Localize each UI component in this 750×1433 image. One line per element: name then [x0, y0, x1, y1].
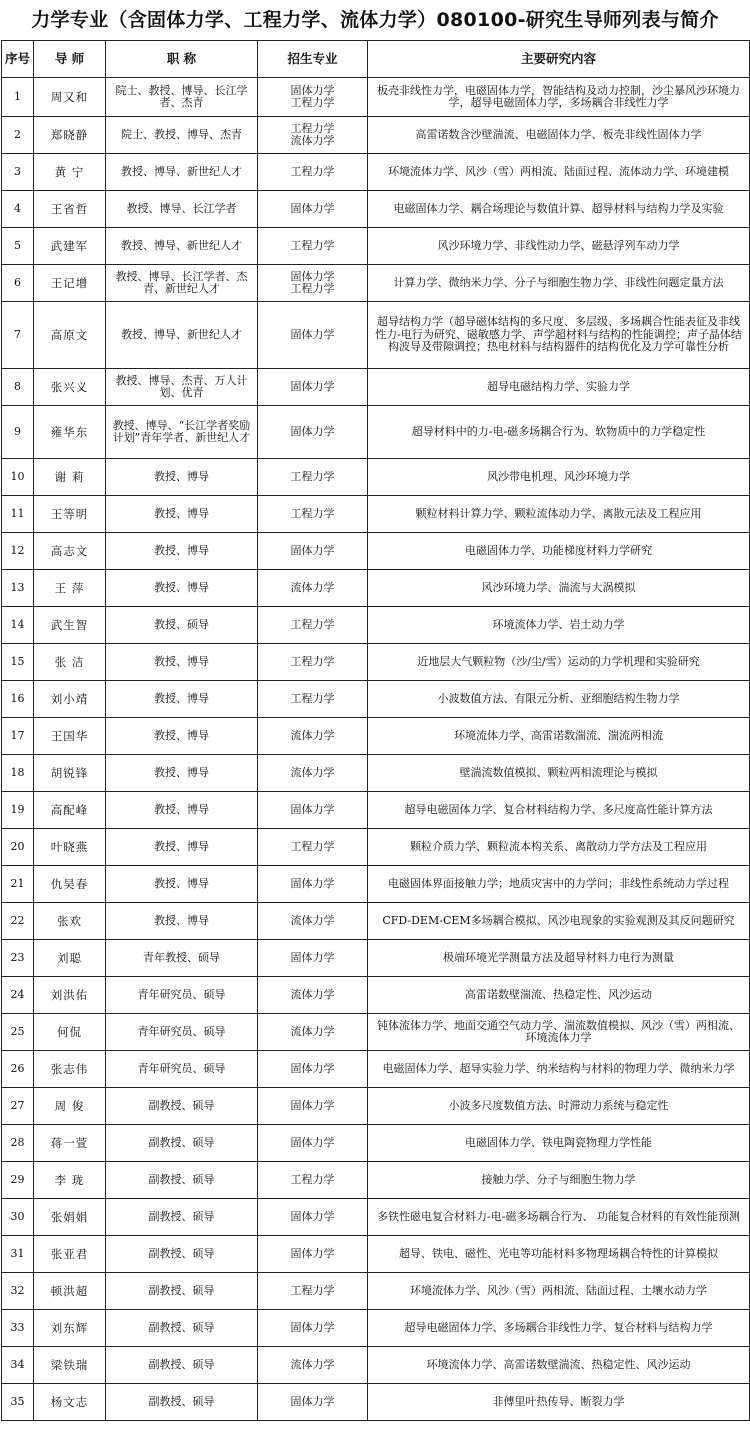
cell-index: 23 [2, 940, 34, 977]
cell-advisor: 雍华东 [34, 406, 106, 459]
cell-research: 高雷诺数含沙壁湍流、电磁固体力学、板壳非线性固体力学 [368, 117, 750, 154]
cell-major: 固体力学 [258, 1051, 368, 1088]
cell-major: 固体力学 [258, 940, 368, 977]
cell-index: 21 [2, 866, 34, 903]
cell-index: 31 [2, 1236, 34, 1273]
cell-advisor: 谢 莉 [34, 459, 106, 496]
header-title: 职 称 [106, 41, 258, 78]
cell-index: 26 [2, 1051, 34, 1088]
table-row [2, 369, 750, 406]
cell-major: 工程力学 [258, 829, 368, 866]
cell-research: 环境流体力学、岩土动力学 [368, 607, 750, 644]
table-row [2, 191, 750, 228]
cell-title: 教授、博导、“长江学者奖励计划”青年学者、新世纪人才 [106, 406, 258, 459]
cell-major: 固体力学 [258, 1236, 368, 1273]
cell-research: 环境流体力学、高雷诺数壁湍流、热稳定性、风沙运动 [368, 1347, 750, 1384]
table-row [2, 1162, 750, 1199]
cell-advisor: 杨文志 [34, 1384, 106, 1421]
cell-title: 副教授、硕导 [106, 1236, 258, 1273]
table-row [2, 903, 750, 940]
cell-index: 20 [2, 829, 34, 866]
cell-index: 27 [2, 1088, 34, 1125]
cell-major: 固体力学 [258, 1199, 368, 1236]
cell-major: 流体力学 [258, 570, 368, 607]
cell-title: 教授、博导 [106, 533, 258, 570]
cell-index: 4 [2, 191, 34, 228]
cell-major: 流体力学 [258, 1014, 368, 1051]
cell-index: 24 [2, 977, 34, 1014]
cell-index: 32 [2, 1273, 34, 1310]
cell-title: 副教授、硕导 [106, 1310, 258, 1347]
cell-major: 固体力学 [258, 406, 368, 459]
cell-title: 副教授、硕导 [106, 1273, 258, 1310]
table-row [2, 496, 750, 533]
table-row [2, 866, 750, 903]
cell-index: 17 [2, 718, 34, 755]
cell-advisor: 蒋一萱 [34, 1125, 106, 1162]
cell-title: 教授、博导、新世纪人才 [106, 154, 258, 191]
cell-index: 16 [2, 681, 34, 718]
cell-research: 超导电磁固体力学、复合材料结构力学、多尺度高性能计算方法 [368, 792, 750, 829]
cell-research: 超导电磁结构力学、实验力学 [368, 369, 750, 406]
cell-title: 教授、博导、长江学者、杰青、新世纪人才 [106, 265, 258, 302]
cell-research: 接触力学、分子与细胞生物力学 [368, 1162, 750, 1199]
cell-title: 教授、博导、杰青、万人计划、优青 [106, 369, 258, 406]
cell-title: 青年研究员、硕导 [106, 1051, 258, 1088]
cell-title: 副教授、硕导 [106, 1384, 258, 1421]
cell-major: 固体力学 工程力学 [258, 265, 368, 302]
cell-index: 9 [2, 406, 34, 459]
cell-research: 超导电磁固体力学、多场耦合非线性力学、复合材料与结构力学 [368, 1310, 750, 1347]
table-row [2, 570, 750, 607]
cell-major: 固体力学 [258, 533, 368, 570]
table-row [2, 755, 750, 792]
cell-major: 固体力学 [258, 1125, 368, 1162]
cell-advisor: 刘东辉 [34, 1310, 106, 1347]
advisor-table [1, 40, 750, 1421]
cell-title: 教授、博导、新世纪人才 [106, 228, 258, 265]
cell-major: 工程力学 流体力学 [258, 117, 368, 154]
cell-index: 3 [2, 154, 34, 191]
cell-index: 6 [2, 265, 34, 302]
table-row [2, 459, 750, 496]
cell-research: 颗粒材料计算力学、颗粒流体动力学、离散元法及工程应用 [368, 496, 750, 533]
cell-index: 8 [2, 369, 34, 406]
cell-major: 固体力学 [258, 369, 368, 406]
cell-title: 教授、博导 [106, 866, 258, 903]
cell-advisor: 周又和 [34, 78, 106, 117]
cell-major: 固体力学 [258, 792, 368, 829]
table-row [2, 792, 750, 829]
cell-research: 颗粒介质力学、颗粒流本构关系、离散动力学方法及工程应用 [368, 829, 750, 866]
table-row [2, 718, 750, 755]
table-row [2, 1384, 750, 1421]
cell-major: 固体力学 工程力学 [258, 78, 368, 117]
cell-title: 副教授、硕导 [106, 1162, 258, 1199]
cell-advisor: 王记增 [34, 265, 106, 302]
cell-research: 超导材料中的力-电-磁多场耦合行为、软物质中的力学稳定性 [368, 406, 750, 459]
cell-research: CFD-DEM-CEM多场耦合模拟、风沙电现象的实验观测及其反问题研究 [368, 903, 750, 940]
cell-title: 教授、博导 [106, 644, 258, 681]
cell-advisor: 王省哲 [34, 191, 106, 228]
cell-major: 工程力学 [258, 644, 368, 681]
table-row [2, 265, 750, 302]
cell-advisor: 何侃 [34, 1014, 106, 1051]
cell-title: 副教授、硕导 [106, 1347, 258, 1384]
cell-index: 13 [2, 570, 34, 607]
cell-index: 7 [2, 302, 34, 369]
table-row [2, 1347, 750, 1384]
cell-index: 33 [2, 1310, 34, 1347]
cell-index: 12 [2, 533, 34, 570]
header-index: 序号 [2, 41, 34, 78]
table-row [2, 940, 750, 977]
cell-index: 19 [2, 792, 34, 829]
cell-research: 电磁固体力学、耦合场理论与数值计算、超导材料与结构力学及实验 [368, 191, 750, 228]
cell-major: 工程力学 [258, 459, 368, 496]
cell-advisor: 仇吴春 [34, 866, 106, 903]
table-row [2, 1199, 750, 1236]
cell-index: 28 [2, 1125, 34, 1162]
cell-research: 多铁性磁电复合材料力-电-磁多场耦合行为、 功能复合材料的有效性能预测 [368, 1199, 750, 1236]
cell-advisor: 李 珑 [34, 1162, 106, 1199]
cell-index: 15 [2, 644, 34, 681]
cell-research: 高雷诺数壁湍流、热稳定性、风沙运动 [368, 977, 750, 1014]
cell-research: 壁湍流数值模拟、颗粒两相流理论与模拟 [368, 755, 750, 792]
table-row [2, 681, 750, 718]
table-row [2, 1014, 750, 1051]
cell-title: 教授、博导 [106, 459, 258, 496]
cell-title: 教授、博导 [106, 903, 258, 940]
table-row [2, 977, 750, 1014]
cell-index: 5 [2, 228, 34, 265]
table-row [2, 1125, 750, 1162]
cell-research: 电磁固体力学、铁电陶瓷物理力学性能 [368, 1125, 750, 1162]
cell-advisor: 武生智 [34, 607, 106, 644]
cell-advisor: 高配峰 [34, 792, 106, 829]
cell-research: 小波数值方法、有限元分析、亚细胞结构生物力学 [368, 681, 750, 718]
cell-title: 院士、教授、博导、杰青 [106, 117, 258, 154]
cell-advisor: 张亚君 [34, 1236, 106, 1273]
cell-major: 工程力学 [258, 1273, 368, 1310]
cell-advisor: 王国华 [34, 718, 106, 755]
cell-index: 2 [2, 117, 34, 154]
cell-advisor: 王等明 [34, 496, 106, 533]
cell-major: 流体力学 [258, 977, 368, 1014]
cell-advisor: 张 洁 [34, 644, 106, 681]
cell-index: 29 [2, 1162, 34, 1199]
cell-title: 青年研究员、硕导 [106, 1014, 258, 1051]
cell-major: 工程力学 [258, 681, 368, 718]
table-row [2, 644, 750, 681]
header-advisor: 导 师 [34, 41, 106, 78]
cell-major: 固体力学 [258, 1384, 368, 1421]
cell-research: 风沙环境力学、非线性动力学、磁悬浮列车动力学 [368, 228, 750, 265]
cell-research: 风沙环境力学、湍流与大涡模拟 [368, 570, 750, 607]
cell-major: 固体力学 [258, 1088, 368, 1125]
cell-advisor: 刘聪 [34, 940, 106, 977]
cell-research: 极端环境光学测量方法及超导材料力电行为测量 [368, 940, 750, 977]
cell-title: 教授、硕导 [106, 607, 258, 644]
table-row [2, 1310, 750, 1347]
cell-advisor: 刘洪佑 [34, 977, 106, 1014]
cell-major: 工程力学 [258, 154, 368, 191]
cell-title: 青年教授、硕导 [106, 940, 258, 977]
cell-advisor: 黄 宁 [34, 154, 106, 191]
cell-title: 教授、博导 [106, 829, 258, 866]
table-row [2, 1051, 750, 1088]
cell-title: 青年研究员、硕导 [106, 977, 258, 1014]
cell-major: 工程力学 [258, 228, 368, 265]
cell-research: 电磁固体界面接触力学；地质灾害中的力学问；非线性系统动力学过程 [368, 866, 750, 903]
cell-index: 1 [2, 78, 34, 117]
cell-index: 10 [2, 459, 34, 496]
cell-research: 超导结构力学（超导磁体结构的多尺度、多层级、多场耦合性能表征及非线性力-电行为研究、磁敏感力学、声学超材料与结构的性能调控；声子晶体结构波导及带隙调控；热电材料与结构器件的结构优化及力学可靠性分析 [368, 302, 750, 369]
cell-advisor: 胡锐锋 [34, 755, 106, 792]
table-row [2, 406, 750, 459]
cell-title: 教授、博导 [106, 718, 258, 755]
cell-advisor: 刘小靖 [34, 681, 106, 718]
cell-advisor: 张兴义 [34, 369, 106, 406]
table-row [2, 607, 750, 644]
cell-title: 教授、博导、长江学者 [106, 191, 258, 228]
cell-title: 副教授、硕导 [106, 1199, 258, 1236]
cell-advisor: 武建军 [34, 228, 106, 265]
table-row [2, 117, 750, 154]
table-header-row [2, 41, 750, 78]
cell-research: 超导、铁电、磁性、光电等功能材料多物理场耦合特性的计算模拟 [368, 1236, 750, 1273]
cell-major: 流体力学 [258, 903, 368, 940]
cell-advisor: 王 萍 [34, 570, 106, 607]
cell-advisor: 高志文 [34, 533, 106, 570]
cell-index: 14 [2, 607, 34, 644]
table-row [2, 154, 750, 191]
cell-advisor: 高原文 [34, 302, 106, 369]
cell-title: 副教授、硕导 [106, 1088, 258, 1125]
cell-research: 钝体流体力学、地面交通空气动力学、湍流数值模拟、风沙（雪）两相流、环境流体力学 [368, 1014, 750, 1051]
cell-title: 教授、博导、新世纪人才 [106, 302, 258, 369]
table-row [2, 228, 750, 265]
cell-index: 35 [2, 1384, 34, 1421]
table-row [2, 533, 750, 570]
cell-title: 教授、博导 [106, 570, 258, 607]
cell-major: 固体力学 [258, 302, 368, 369]
table-row [2, 302, 750, 369]
cell-index: 18 [2, 755, 34, 792]
cell-title: 院士、教授、博导、长江学者、杰青 [106, 78, 258, 117]
cell-index: 34 [2, 1347, 34, 1384]
cell-major: 固体力学 [258, 1310, 368, 1347]
table-row [2, 1273, 750, 1310]
cell-major: 流体力学 [258, 1347, 368, 1384]
cell-research: 环境流体力学、风沙（雪）两相流、陆面过程、土壤水动力学 [368, 1273, 750, 1310]
cell-index: 11 [2, 496, 34, 533]
cell-title: 教授、博导 [106, 792, 258, 829]
header-major: 招生专业 [258, 41, 368, 78]
cell-research: 非傅里叶热传导、断裂力学 [368, 1384, 750, 1421]
cell-major: 固体力学 [258, 191, 368, 228]
cell-index: 30 [2, 1199, 34, 1236]
cell-research: 计算力学、微纳米力学、分子与细胞生物力学、非线性问题定量方法 [368, 265, 750, 302]
cell-research: 电磁固体力学、功能梯度材料力学研究 [368, 533, 750, 570]
cell-title: 教授、博导 [106, 496, 258, 533]
cell-advisor: 叶晓燕 [34, 829, 106, 866]
cell-major: 流体力学 [258, 755, 368, 792]
cell-advisor: 顿洪超 [34, 1273, 106, 1310]
cell-advisor: 郑晓静 [34, 117, 106, 154]
header-research: 主要研究内容 [368, 41, 750, 78]
cell-major: 流体力学 [258, 718, 368, 755]
table-row [2, 1088, 750, 1125]
cell-advisor: 张娟娟 [34, 1199, 106, 1236]
cell-advisor: 张志伟 [34, 1051, 106, 1088]
cell-advisor: 张欢 [34, 903, 106, 940]
cell-research: 小波多尺度数值方法、时滞动力系统与稳定性 [368, 1088, 750, 1125]
cell-research: 环境流体力学、高雷诺数湍流、湍流两相流 [368, 718, 750, 755]
cell-major: 工程力学 [258, 607, 368, 644]
cell-major: 工程力学 [258, 496, 368, 533]
cell-index: 22 [2, 903, 34, 940]
cell-advisor: 周 俊 [34, 1088, 106, 1125]
cell-title: 副教授、硕导 [106, 1125, 258, 1162]
table-row [2, 829, 750, 866]
cell-research: 电磁固体力学、超导实验力学、纳米结构与材料的物理力学、微纳米力学 [368, 1051, 750, 1088]
cell-title: 教授、博导 [106, 755, 258, 792]
cell-research: 近地层大气颗粒物（沙/尘/雪）运动的力学机理和实验研究 [368, 644, 750, 681]
cell-research: 风沙带电机理、风沙环境力学 [368, 459, 750, 496]
table-row [2, 78, 750, 117]
cell-research: 板壳非线性力学，电磁固体力学，智能结构及动力控制，沙尘暴风沙环境力学，超导电磁固体力学，多场耦合非线性力学 [368, 78, 750, 117]
cell-advisor: 梁铁瑞 [34, 1347, 106, 1384]
table-row [2, 1236, 750, 1273]
cell-major: 工程力学 [258, 1162, 368, 1199]
cell-research: 环境流体力学、风沙（雪）两相流、陆面过程、流体动力学、环境建模 [368, 154, 750, 191]
cell-index: 25 [2, 1014, 34, 1051]
cell-major: 固体力学 [258, 866, 368, 903]
cell-title: 教授、博导 [106, 681, 258, 718]
page-title: 力学专业（含固体力学、工程力学、流体力学）080100-研究生导师列表与简介 [31, 9, 719, 31]
